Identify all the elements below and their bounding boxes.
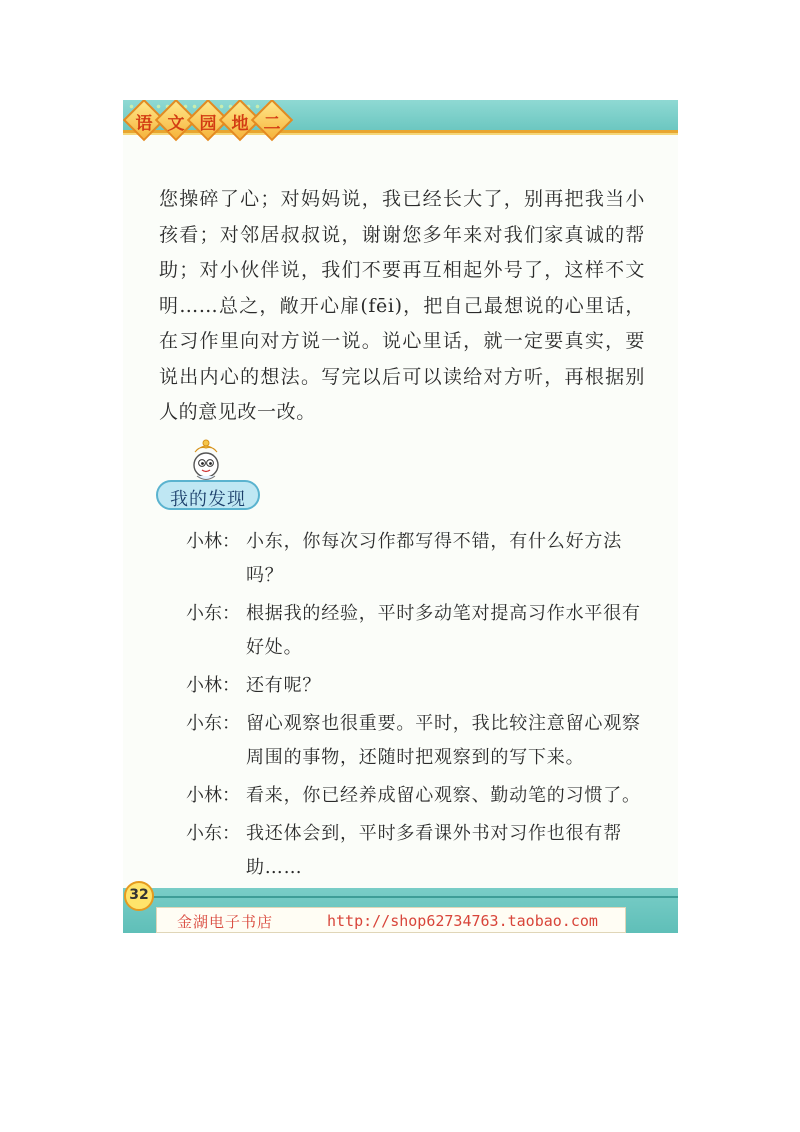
watermark-banner [156,907,626,933]
textbook-page [123,100,678,933]
dialogue-text: 根据我的经验，平时多动笔对提高习作水平很有好处。 [246,603,641,658]
speaker-label: 小林： [186,531,240,552]
section-title: 我的发现 [170,489,246,510]
section-title-badge [156,480,260,510]
watermark-store-name: 金湖电子书店 [177,913,274,931]
footer-divider [151,896,678,898]
dialogue-text: 还有呢？ [246,675,322,696]
dialogue-item [186,597,646,665]
speaker-label: 小东： [186,713,240,734]
page-number: 32 [129,887,149,903]
dialogue-text: 留心观察也很重要。平时，我比较注意留心观察周围的事物，还随时把观察到的写下来。 [246,713,641,768]
title-char-4: 地 [231,114,249,134]
dialogue-text: 看来，你已经养成留心观察、勤动笔的习惯了。 [246,785,641,806]
mascot-icon [183,434,229,484]
speaker-label: 小林： [186,675,240,696]
title-char-1: 语 [135,114,153,134]
dialogue-item [186,707,646,775]
title-char-3: 园 [199,114,217,134]
intro-paragraph: 您操碎了心；对妈妈说，我已经长大了，别再把我当小孩看；对邻居叔叔说，谢谢您多年来对我们家真诚的帮助；对小伙伴说，我们不要再互相起外号了，这样不文明……总之，敞开心扉(fēi)，把自己最想说的心里话，在习作里向对方说一说。说心里话，就一定要真实，要说出内心的想法。写完以后可以读给对方听，再根据别人的意见改一改。 [159,188,645,423]
dialogue-list [186,525,646,889]
page-number-badge [124,881,154,911]
speaker-label: 小林： [186,785,240,806]
title-char-5: 二 [263,114,281,134]
dialogue-item [186,817,646,885]
speaker-label: 小东： [186,823,240,844]
dialogue-item [186,525,646,593]
dialogue-item [186,779,646,813]
title-char-2: 文 [167,114,185,134]
dialogue-text: 小东，你每次习作都写得不错，有什么好方法吗？ [246,531,622,586]
speaker-label: 小东： [186,603,240,624]
dialogue-text: 我还体会到，平时多看课外书对习作也很有帮助…… [246,823,622,878]
watermark-url: http://shop62734763.taobao.com [327,912,598,930]
dialogue-item [186,669,646,703]
